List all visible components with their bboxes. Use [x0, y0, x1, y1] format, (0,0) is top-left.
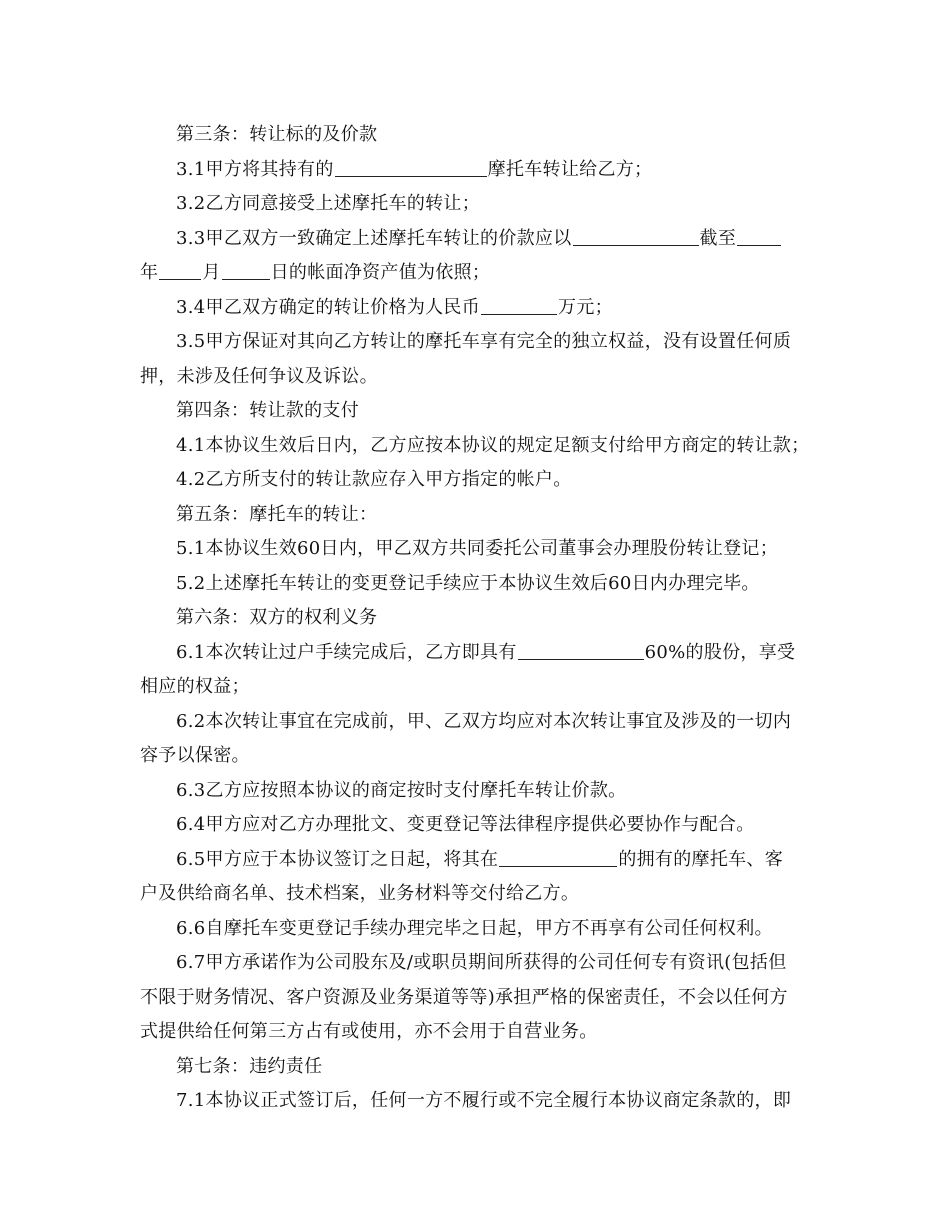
clause-3-3: 3.3甲乙双方一致确定上述摩托车转让的价款应以 截至: [140, 222, 812, 257]
article-3-heading: 第三条：转让标的及价款: [176, 124, 378, 145]
article-7-heading: 第七条：违约责任: [176, 1055, 323, 1077]
fill-blank[interactable]: [737, 225, 781, 246]
article-5-heading: 第五条：摩托车的转让：: [176, 503, 378, 525]
fill-blank[interactable]: [481, 294, 557, 315]
clause-6-2: 6.2本次转让事宜在完成前，甲、乙双方均应对本次转让事宜及涉及的一切内: [176, 710, 792, 732]
clause-3-5: 3.5甲方保证对其向乙方转让的摩托车享有完全的独立权益，没有设置任何质: [176, 331, 792, 352]
clause-6-7-cont-2: 式提供给任何第三方占有或使用，亦不会用于自营业务。: [140, 1021, 598, 1042]
clause-6-1: 6.1本次转让过户手续完成后，乙方即具有 60%的股份，享受: [140, 636, 812, 671]
fill-blank[interactable]: [159, 259, 201, 280]
clause-3-2: 3.2乙方同意接受上述摩托车的转让；: [176, 193, 481, 214]
clause-6-5: 6.5甲方应于本协议签订之日起，将其在 的拥有的摩托车、客: [140, 843, 812, 878]
clause-6-1-cont: 相应的权益；: [140, 676, 250, 697]
clause-4-1: 4.1本协议生效后日内，乙方应按本协议的规定足额支付给甲方商定的转让款；: [176, 434, 810, 456]
clause-6-7-cont-1: 不限于财务情况、客户资源及业务渠道等等)承担严格的保密责任，不会以任何方: [140, 986, 788, 1008]
clause-6-5-cont: 户及供给商名单、技术档案，业务材料等交付给乙方。: [140, 883, 580, 904]
article-6-heading: 第六条：双方的权利义务: [176, 607, 378, 628]
clause-5-2: 5.2上述摩托车转让的变更登记手续应于本协议生效后60日内办理完毕。: [176, 572, 760, 594]
fill-blank[interactable]: [335, 156, 487, 177]
fill-blank[interactable]: [222, 259, 270, 280]
clause-4-2: 4.2乙方所支付的转让款应存入甲方指定的帐户。: [176, 469, 572, 490]
clause-3-4: 3.4甲乙双方确定的转让价格为人民币 万元；: [140, 291, 812, 326]
fill-blank[interactable]: [499, 846, 617, 867]
clause-3-1: 3.1甲方将其持有的 摩托车转让给乙方；: [140, 153, 812, 188]
article-4-heading: 第四条：转让款的支付: [176, 400, 359, 421]
clause-6-4: 6.4甲方应对乙方办理批文、变更登记等法律程序提供必要协作与配合。: [176, 814, 755, 835]
clause-3-5-cont: 押，未涉及任何争议及诉讼。: [140, 365, 378, 387]
clause-6-6: 6.6自摩托车变更登记手续办理完毕之日起，甲方不再享有公司任何权利。: [176, 917, 773, 939]
clause-6-3: 6.3乙方应按照本协议的商定按时支付摩托车转让价款。: [176, 779, 627, 801]
clause-5-1: 5.1本协议生效60日内，甲乙双方共同委托公司董事会办理股份转让登记；: [176, 538, 779, 559]
fill-blank[interactable]: [573, 225, 699, 246]
document-body: [140, 118, 812, 1119]
clause-6-2-cont: 容予以保密。: [140, 745, 250, 766]
clause-7-1: 7.1本协议正式签订后，任何一方不履行或不完全履行本协议商定条款的，即: [176, 1090, 792, 1111]
fill-blank[interactable]: [518, 639, 644, 660]
clause-3-3-cont: 年 月 日的帐面净资产值为依照；: [140, 256, 812, 291]
clause-6-7: 6.7甲方承诺作为公司股东及/或职员期间所获得的公司任何专有资讯(包括但: [176, 952, 787, 973]
